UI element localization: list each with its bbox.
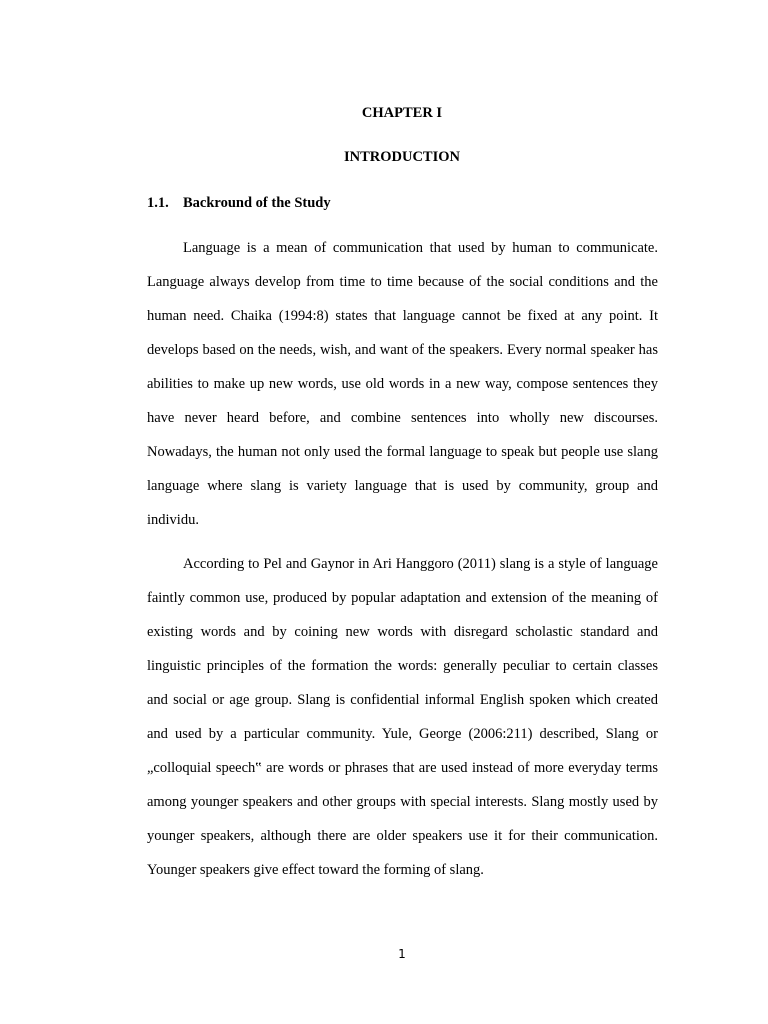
body-paragraph-2: According to Pel and Gaynor in Ari Hanggoro (2011) slang is a style of language faintly common use, produced by popular adaptation and extension of the meaning of existing words and by coining new words with disregard scholastic standard and linguistic principles of the formation the words: generally peculiar to certain classes and social or age group. Slang is confidential informal English spoken which created and used by a particular community. Yule, George (2006:211) described, Slang or „colloquial speech‟ are words or phrases that are used instead of more everyday terms among younger speakers and other groups with special interests. Slang mostly used by younger speakers, although there are older speakers use it for their communication. Younger speakers give effect toward the forming of slang. — [147, 556, 658, 878]
section-title: Backround of the Study — [183, 195, 331, 211]
body-paragraph-1: Language is a mean of communication that used by human to communicate. Language always develop from time to time because of the social conditions and the human need. Chaika (1994:8) states that language cannot be fixed at any point. It develops based on the needs, wish, and want of the speakers. Every normal speaker has abilities to make up new words, use old words in a new way, compose sentences they have never heard before, and combine sentences into wholly new discourses. Nowadays, the human not only used the formal language to speak but people use slang language where slang is variety language that is used by community, group and individu. — [147, 240, 658, 528]
page-number: 1 — [398, 947, 406, 961]
section-heading — [147, 193, 331, 213]
chapter-heading: CHAPTER I — [361, 105, 443, 121]
chapter-title: INTRODUCTION — [343, 149, 460, 165]
section-number: 1.1. — [147, 195, 169, 211]
